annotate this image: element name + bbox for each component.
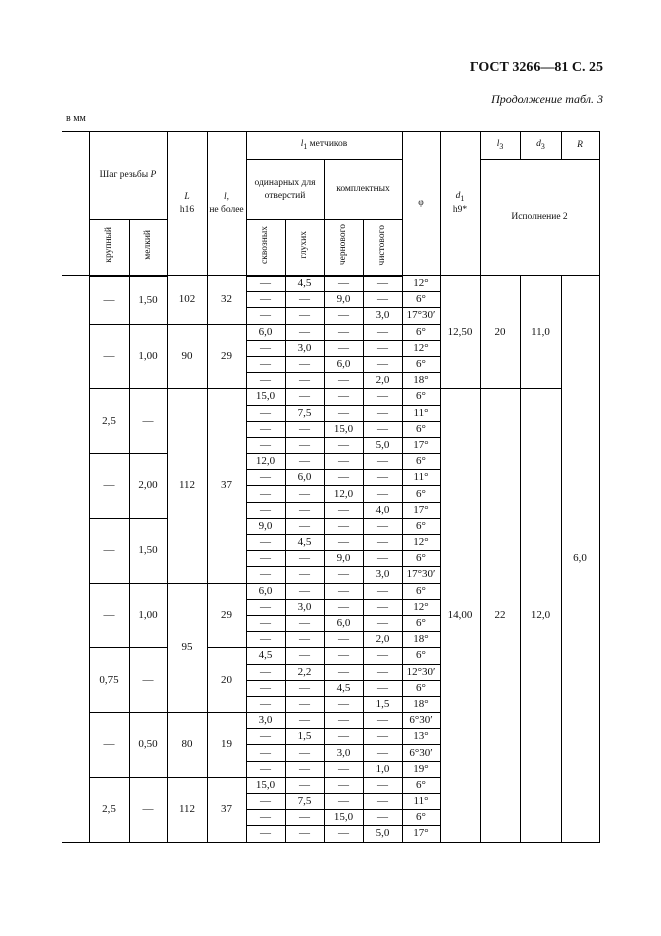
finish-cell: 1,5: [363, 696, 402, 712]
blind-cell: —: [285, 324, 324, 340]
coarse-cell: —: [89, 324, 129, 389]
phi-cell: 12°30′: [402, 664, 440, 680]
through-cell: —: [246, 373, 285, 389]
coarse-cell: —: [89, 583, 129, 648]
rough-cell: —: [324, 340, 363, 356]
rough-cell: —: [324, 648, 363, 664]
phi-cell: 11°: [402, 794, 440, 810]
through-cell: —: [246, 745, 285, 761]
phi-cell: 17°: [402, 437, 440, 453]
through-cell: 12,0: [246, 454, 285, 470]
fine-cell: 0,50: [129, 713, 167, 778]
d3-header: $d_3$: [520, 132, 561, 160]
d1-cell: 12,50: [440, 276, 480, 389]
through-cell: —: [246, 810, 285, 826]
blind-cell: 7,5: [285, 405, 324, 421]
finish-cell: —: [363, 777, 402, 793]
l-header: l, не более: [207, 132, 246, 276]
through-cell: 15,0: [246, 777, 285, 793]
through-cell: —: [246, 551, 285, 567]
finish-cell: —: [363, 583, 402, 599]
page-header: ГОСТ 3266—81 С. 25: [469, 60, 603, 75]
phi-cell: 6°: [402, 615, 440, 631]
rough-cell: —: [324, 713, 363, 729]
blind-cell: —: [285, 437, 324, 453]
rough-cell: —: [324, 308, 363, 324]
finish-cell: —: [363, 518, 402, 534]
d3-cell: 11,0: [520, 276, 561, 389]
fine-header: мелкий: [129, 220, 167, 276]
phi-cell: 17°30′: [402, 308, 440, 324]
table-row: [62, 276, 636, 292]
d1-cell: 14,00: [440, 389, 480, 842]
through-cell: —: [246, 615, 285, 631]
L-cell: 102: [167, 276, 207, 325]
l3-cell: 20: [480, 276, 520, 389]
blind-cell: —: [285, 567, 324, 583]
phi-cell: 13°: [402, 729, 440, 745]
finish-cell: —: [363, 535, 402, 551]
blind-cell: 7,5: [285, 794, 324, 810]
phi-cell: 6°: [402, 648, 440, 664]
rough-cell: —: [324, 405, 363, 421]
rough-cell: 15,0: [324, 810, 363, 826]
blind-cell: —: [285, 745, 324, 761]
phi-cell: 6°: [402, 680, 440, 696]
through-cell: 6,0: [246, 583, 285, 599]
blind-cell: 3,0: [285, 599, 324, 615]
rough-cell: —: [324, 535, 363, 551]
finish-cell: —: [363, 405, 402, 421]
complete-taps-header: комплектных: [324, 160, 402, 220]
blind-cell: —: [285, 551, 324, 567]
phi-cell: 11°: [402, 470, 440, 486]
phi-cell: 6°: [402, 551, 440, 567]
phi-cell: 6°: [402, 777, 440, 793]
blind-cell: —: [285, 356, 324, 372]
finish-cell: —: [363, 324, 402, 340]
rough-cell: —: [324, 777, 363, 793]
R-cell: 6,0: [561, 276, 599, 843]
finish-cell: —: [363, 648, 402, 664]
phi-cell: 18°: [402, 632, 440, 648]
coarse-cell: 2,5: [89, 777, 129, 842]
phi-cell: 17°: [402, 502, 440, 518]
phi-cell: 6°: [402, 810, 440, 826]
fine-cell: —: [129, 389, 167, 454]
l-cell: 29: [207, 583, 246, 648]
l-cell: 37: [207, 777, 246, 842]
through-cell: 3,0: [246, 713, 285, 729]
finish-cell: —: [363, 421, 402, 437]
l-cell: 20: [207, 648, 246, 713]
blind-cell: —: [285, 615, 324, 631]
through-cell: —: [246, 535, 285, 551]
rough-cell: —: [324, 502, 363, 518]
finish-cell: 4,0: [363, 502, 402, 518]
phi-cell: 6°: [402, 421, 440, 437]
rough-cell: —: [324, 454, 363, 470]
coarse-cell: —: [89, 276, 129, 325]
phi-cell: 17°: [402, 826, 440, 842]
phi-cell: 17°30′: [402, 567, 440, 583]
blind-cell: 3,0: [285, 340, 324, 356]
rough-cell: 6,0: [324, 615, 363, 631]
rough-cell: —: [324, 664, 363, 680]
finish-cell: —: [363, 810, 402, 826]
finish-cell: —: [363, 664, 402, 680]
blind-cell: —: [285, 502, 324, 518]
rough-cell: —: [324, 567, 363, 583]
phi-cell: 6°: [402, 454, 440, 470]
coarse-header: крупный: [89, 220, 129, 276]
fine-cell: —: [129, 648, 167, 713]
through-cell: —: [246, 794, 285, 810]
L-cell: 80: [167, 713, 207, 778]
finish-cell: —: [363, 745, 402, 761]
phi-cell: 6°: [402, 518, 440, 534]
through-cell: —: [246, 729, 285, 745]
d1-header: $d_1$ h9*: [440, 132, 480, 276]
blind-cell: —: [285, 486, 324, 502]
fine-cell: 1,00: [129, 324, 167, 389]
finish-cell: —: [363, 599, 402, 615]
blind-cell: 6,0: [285, 470, 324, 486]
finish-header: чистового: [363, 220, 402, 276]
finish-cell: —: [363, 794, 402, 810]
units-label: в мм: [66, 113, 86, 124]
d3-cell: 12,0: [520, 389, 561, 842]
through-cell: —: [246, 599, 285, 615]
phi-cell: 12°: [402, 340, 440, 356]
finish-cell: 1,0: [363, 761, 402, 777]
phi-cell: 12°: [402, 599, 440, 615]
through-cell: —: [246, 292, 285, 308]
finish-cell: —: [363, 340, 402, 356]
rough-cell: —: [324, 583, 363, 599]
blind-cell: —: [285, 518, 324, 534]
finish-cell: —: [363, 454, 402, 470]
R-header: R: [561, 132, 599, 160]
blind-cell: —: [285, 308, 324, 324]
phi-cell: 12°: [402, 276, 440, 292]
through-cell: —: [246, 502, 285, 518]
single-taps-header: одинарных для отверстий: [246, 160, 324, 220]
execution-header: Исполнение 2: [480, 160, 599, 276]
finish-cell: —: [363, 680, 402, 696]
through-cell: —: [246, 567, 285, 583]
finish-cell: —: [363, 389, 402, 405]
blind-cell: —: [285, 696, 324, 712]
blind-cell: —: [285, 810, 324, 826]
through-cell: —: [246, 308, 285, 324]
rough-cell: —: [324, 437, 363, 453]
blind-cell: —: [285, 777, 324, 793]
blind-cell: —: [285, 454, 324, 470]
finish-cell: 3,0: [363, 567, 402, 583]
rough-cell: 4,5: [324, 680, 363, 696]
thread-pitch-header: Шаг резьбы P: [89, 132, 167, 220]
finish-cell: —: [363, 292, 402, 308]
rough-cell: —: [324, 794, 363, 810]
dimensions-table: [62, 131, 636, 843]
through-cell: —: [246, 405, 285, 421]
coarse-cell: —: [89, 518, 129, 583]
rough-cell: —: [324, 470, 363, 486]
through-cell: —: [246, 421, 285, 437]
blind-cell: —: [285, 713, 324, 729]
coarse-cell: 0,75: [89, 648, 129, 713]
blind-cell: —: [285, 389, 324, 405]
fine-cell: 1,50: [129, 518, 167, 583]
through-cell: —: [246, 680, 285, 696]
coarse-cell: 2,5: [89, 389, 129, 454]
phi-cell: 19°: [402, 761, 440, 777]
finish-cell: 2,0: [363, 373, 402, 389]
rough-cell: —: [324, 518, 363, 534]
L-cell: 95: [167, 583, 207, 713]
l1-header: $l_1$ метчиков: [246, 132, 402, 160]
through-cell: —: [246, 826, 285, 842]
through-cell: —: [246, 340, 285, 356]
phi-cell: 6°: [402, 324, 440, 340]
rough-header: чернового: [324, 220, 363, 276]
blind-cell: 1,5: [285, 729, 324, 745]
through-cell: 6,0: [246, 324, 285, 340]
rough-cell: —: [324, 729, 363, 745]
finish-cell: —: [363, 551, 402, 567]
finish-cell: 2,0: [363, 632, 402, 648]
through-cell: —: [246, 486, 285, 502]
L-cell: 112: [167, 777, 207, 842]
rough-cell: —: [324, 632, 363, 648]
rough-cell: —: [324, 599, 363, 615]
phi-cell: 12°: [402, 535, 440, 551]
fine-cell: —: [129, 777, 167, 842]
blind-header: глухих: [285, 220, 324, 276]
phi-cell: 18°: [402, 373, 440, 389]
table-caption: Продолжение табл. 3: [491, 92, 603, 106]
rough-cell: 6,0: [324, 356, 363, 372]
fine-cell: 1,50: [129, 276, 167, 325]
finish-cell: —: [363, 356, 402, 372]
rough-cell: —: [324, 373, 363, 389]
finish-cell: 5,0: [363, 437, 402, 453]
blind-cell: 2,2: [285, 664, 324, 680]
fine-cell: 2,00: [129, 454, 167, 519]
through-cell: —: [246, 761, 285, 777]
l-cell: 37: [207, 389, 246, 583]
phi-cell: 6°30′: [402, 745, 440, 761]
blind-cell: —: [285, 648, 324, 664]
phi-cell: 6°30′: [402, 713, 440, 729]
finish-cell: 5,0: [363, 826, 402, 842]
through-cell: —: [246, 276, 285, 292]
finish-cell: —: [363, 615, 402, 631]
phi-header: φ: [402, 132, 440, 276]
rough-cell: —: [324, 761, 363, 777]
l-cell: 29: [207, 324, 246, 389]
coarse-cell: —: [89, 454, 129, 519]
blind-cell: —: [285, 421, 324, 437]
through-cell: —: [246, 664, 285, 680]
through-cell: —: [246, 632, 285, 648]
table-row: [62, 389, 636, 405]
phi-cell: 18°: [402, 696, 440, 712]
rough-cell: 12,0: [324, 486, 363, 502]
blind-cell: —: [285, 292, 324, 308]
blind-cell: —: [285, 680, 324, 696]
through-cell: —: [246, 470, 285, 486]
coarse-cell: —: [89, 713, 129, 778]
l3-cell: 22: [480, 389, 520, 842]
through-cell: —: [246, 356, 285, 372]
l-cell: 32: [207, 276, 246, 325]
rough-cell: —: [324, 276, 363, 292]
phi-cell: 6°: [402, 389, 440, 405]
blind-cell: —: [285, 583, 324, 599]
blind-cell: 4,5: [285, 276, 324, 292]
L-cell: 90: [167, 324, 207, 389]
finish-cell: —: [363, 713, 402, 729]
finish-cell: —: [363, 729, 402, 745]
rough-cell: 15,0: [324, 421, 363, 437]
rough-cell: —: [324, 696, 363, 712]
rough-cell: 9,0: [324, 292, 363, 308]
blind-cell: —: [285, 373, 324, 389]
blind-cell: —: [285, 826, 324, 842]
through-cell: 15,0: [246, 389, 285, 405]
blank-corner: [62, 132, 89, 276]
phi-cell: 6°: [402, 583, 440, 599]
phi-cell: 6°: [402, 486, 440, 502]
rough-cell: —: [324, 389, 363, 405]
blind-cell: —: [285, 761, 324, 777]
fine-cell: 1,00: [129, 583, 167, 648]
blind-cell: 4,5: [285, 535, 324, 551]
blind-cell: —: [285, 632, 324, 648]
L-cell: 112: [167, 389, 207, 583]
rough-cell: —: [324, 826, 363, 842]
through-cell: —: [246, 696, 285, 712]
rough-cell: —: [324, 324, 363, 340]
phi-cell: 11°: [402, 405, 440, 421]
through-cell: 9,0: [246, 518, 285, 534]
finish-cell: 3,0: [363, 308, 402, 324]
through-cell: —: [246, 437, 285, 453]
finish-cell: —: [363, 276, 402, 292]
finish-cell: —: [363, 486, 402, 502]
through-cell: 4,5: [246, 648, 285, 664]
phi-cell: 6°: [402, 356, 440, 372]
finish-cell: —: [363, 470, 402, 486]
L-header: L h16: [167, 132, 207, 276]
l3-header: $l_3$: [480, 132, 520, 160]
rough-cell: 9,0: [324, 551, 363, 567]
l-cell: 19: [207, 713, 246, 778]
blank-column: [62, 276, 89, 843]
through-header: сквозных: [246, 220, 285, 276]
rough-cell: 3,0: [324, 745, 363, 761]
phi-cell: 6°: [402, 292, 440, 308]
